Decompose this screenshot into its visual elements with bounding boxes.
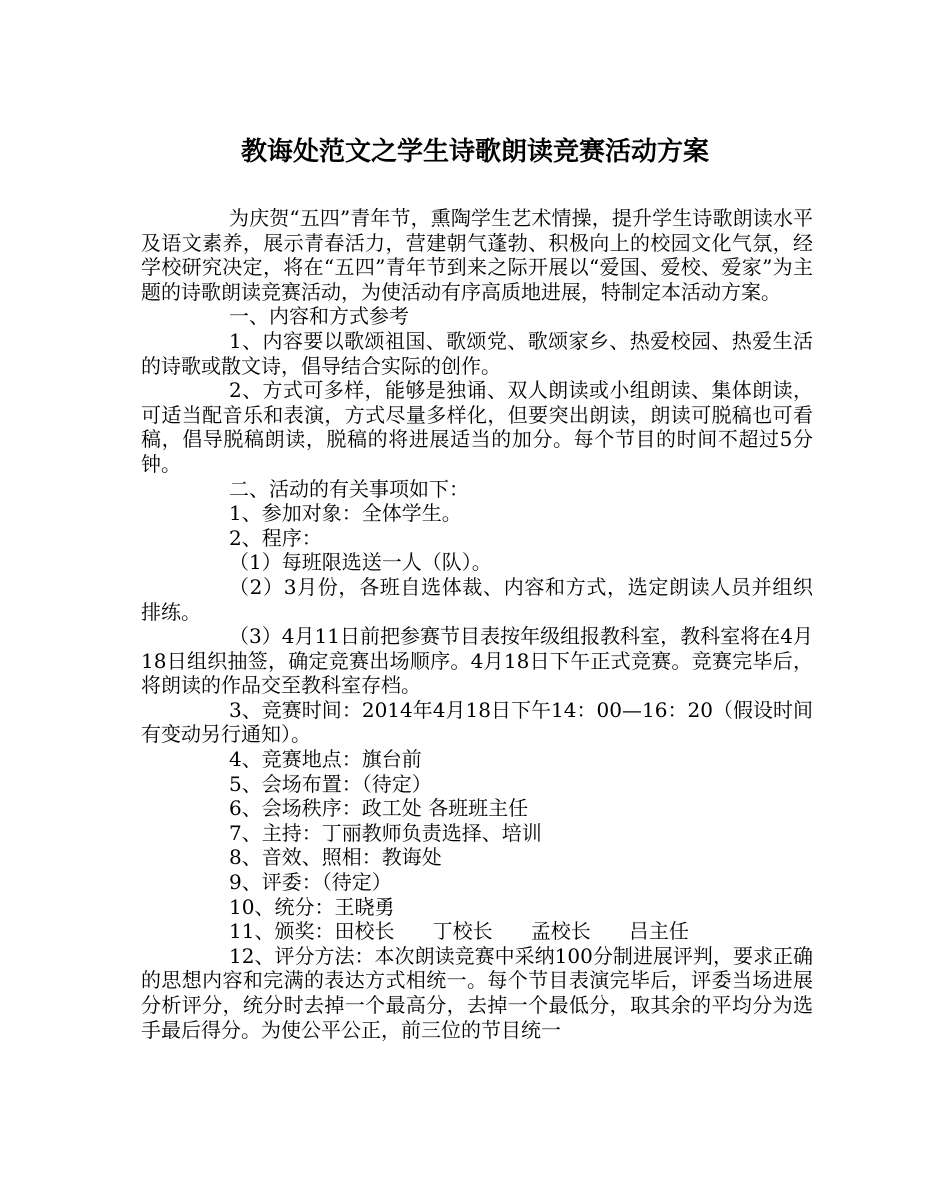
matter-host: 7、主持：丁丽教师负责选择、培训 <box>229 820 542 845</box>
matter-venue: 4、竞赛地点：旗台前 <box>229 747 422 772</box>
matter-procedure: 2、程序： <box>229 525 322 550</box>
intro-paragraph: 为庆贺“五四”青年节，熏陶学生艺术情操，提升学生诗歌朗读水平及语文素养，展示青春活力，营建朝气蓬勃、积极向上的校园文化气氛，经学校研究决定，将在“五四”青年节到来之际开展以“爱国、爱校、爱家”为主题的诗歌朗读竞赛活动，为使活动有序高质地进展，特制定本活动方案。 <box>141 206 813 304</box>
matter-order: 6、会场秩序：政工处 各班班主任 <box>229 796 529 821</box>
procedure-step-3: （3）4月11日前把参赛节目表按年级组报教科室，教科室将在4月18日组织抽签，确定竞赛出场顺序。4月18日下午正式竞赛。竞赛完毕后，将朗读的作品交至教科室存档。 <box>141 624 813 698</box>
section-heading-content: 一、内容和方式参考 <box>229 304 409 329</box>
procedure-step-1: （1）每班限选送一人（队）。 <box>229 550 492 575</box>
matter-layout: 5、会场布置：（待定） <box>229 771 432 796</box>
matter-judges: 9、评委：（待定） <box>229 870 392 895</box>
section-heading-matters: 二、活动的有关事项如下： <box>229 476 469 501</box>
matter-scoring-method: 12、评分方法：本次朗读竞赛中采纳100分制进展评判，要求正确的思想内容和完满的表达方式相统一。每个节目表演完毕后，评委当场进展分析评分，统分时去掉一个最高分，去掉一个最低分，取其余的平均分为选手最后得分。为使公平公正，前三位的节目统一 <box>141 943 813 1042</box>
content-item-2: 2、方式可多样，能够是独诵、双人朗读或小组朗读、集体朗读，可适当配音乐和表演，方式尽量多样化，但要突出朗读，朗读可脱稿也可看稿，倡导脱稿朗读，脱稿的将进展适当的加分。每个节目的时间不超过5分钟。 <box>141 378 813 476</box>
content-item-1: 1、内容要以歌颂祖国、歌颂党、歌颂家乡、热爱校园、热爱生活的诗歌或散文诗，倡导结合实际的创作。 <box>141 328 813 378</box>
matter-scoring-staff: 10、统分：王晓勇 <box>229 894 395 919</box>
document-title: 教诲处范文之学生诗歌朗读竞赛活动方案 <box>240 137 709 167</box>
matter-sound-photo: 8、音效、照相：教诲处 <box>229 845 442 870</box>
matter-awards: 11、颁奖：田校长 丁校长 孟校长 吕主任 <box>229 919 689 944</box>
matter-time: 3、竞赛时间：2014年4月18日下午14：00—16：20（假设时间有变动另行通知）。 <box>141 697 813 747</box>
procedure-step-2: （2）3月份，各班自选体裁、内容和方式，选定朗读人员并组织排练。 <box>141 574 813 624</box>
matter-participants: 1、参加对象：全体学生。 <box>229 501 462 526</box>
document-body <box>141 206 813 1042</box>
